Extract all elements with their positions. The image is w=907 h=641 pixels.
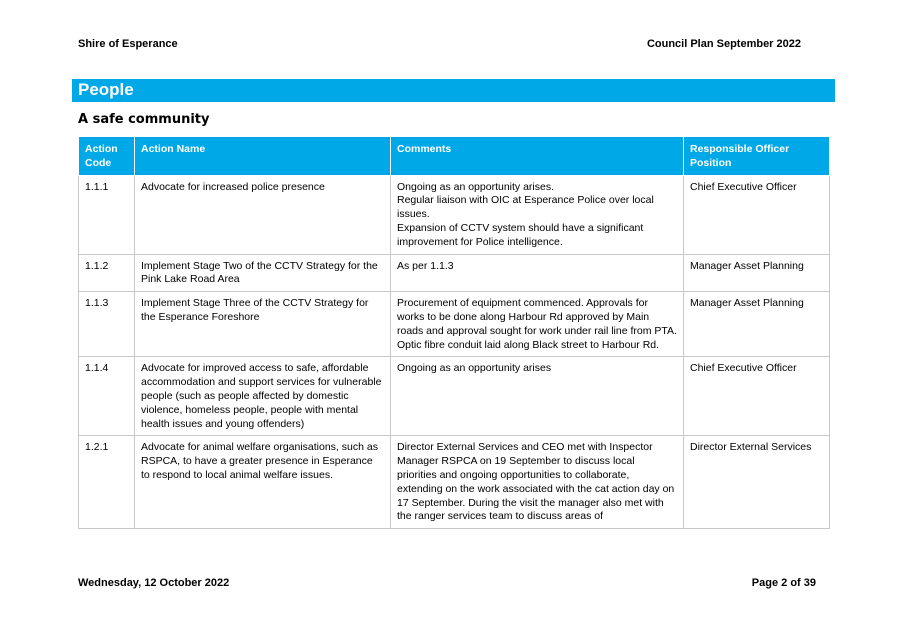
action-table-container xyxy=(78,136,830,544)
cell-name: Advocate for increased police presence xyxy=(135,175,391,254)
column-header-action-code: Action Code xyxy=(79,137,135,176)
cell-comments: Procurement of equipment commenced. Approvals for works to be done along Harbour Rd approved by Main roads and approval sought for work under rail line from PTA. Optic fibre conduit laid along Black street to Harbour Rd. xyxy=(391,292,684,357)
section-title: People xyxy=(78,80,134,99)
cell-code: 1.1.2 xyxy=(79,254,135,292)
column-header-responsible-officer: Responsible Officer Position xyxy=(684,137,830,176)
cell-name: Implement Stage Two of the CCTV Strategy for the Pink Lake Road Area xyxy=(135,254,391,292)
header-organisation: Shire of Esperance xyxy=(78,38,178,50)
cell-comments: As per 1.1.3 xyxy=(391,254,684,292)
cell-officer: Manager Asset Planning xyxy=(684,292,830,357)
cell-officer: Chief Executive Officer xyxy=(684,357,830,436)
section-banner xyxy=(72,79,835,102)
table-header-row xyxy=(79,137,830,176)
table-row xyxy=(79,436,830,529)
footer-date: Wednesday, 12 October 2022 xyxy=(78,577,230,589)
table-row xyxy=(79,292,830,357)
cell-officer: Manager Asset Planning xyxy=(684,254,830,292)
footer-page-number: Page 2 of 39 xyxy=(751,577,816,589)
column-header-comments: Comments xyxy=(391,137,684,176)
cell-officer: Director External Services xyxy=(684,436,830,529)
cell-name: Advocate for animal welfare organisations, such as RSPCA, to have a greater presence in Esperance to respond to local animal welfare issues. xyxy=(135,436,391,529)
header-document-title: Council Plan September 2022 xyxy=(646,38,801,50)
cell-code: 1.1.3 xyxy=(79,292,135,357)
cell-comments: Ongoing as an opportunity arises. Regular liaison with OIC at Esperance Police over local issues. Expansion of CCTV system should have a significant improvement for Police intelligence. xyxy=(391,175,684,254)
column-header-action-name: Action Name xyxy=(135,137,391,176)
cell-comments: Director External Services and CEO met with Inspector Manager RSPCA on 19 September to discuss local priorities and ongoing opportunities to collaborate, extending on the work associated with the cat action day on 17 September. During the visit the manager also met with the ranger services team to discuss areas of xyxy=(391,436,684,529)
cell-comments: Ongoing as an opportunity arises xyxy=(391,357,684,436)
cell-name: Advocate for improved access to safe, affordable accommodation and support services for vulnerable people (such as people affected by domestic violence, homeless people, people with mental health issues and young offenders) xyxy=(135,357,391,436)
action-table xyxy=(78,136,830,529)
cell-code: 1.2.1 xyxy=(79,436,135,529)
cell-code: 1.1.4 xyxy=(79,357,135,436)
table-row xyxy=(79,254,830,292)
section-subtitle: A safe community xyxy=(78,112,210,127)
table-row xyxy=(79,175,830,254)
cell-officer: Chief Executive Officer xyxy=(684,175,830,254)
cell-name: Implement Stage Three of the CCTV Strategy for the Esperance Foreshore xyxy=(135,292,391,357)
table-row xyxy=(79,357,830,436)
cell-code: 1.1.1 xyxy=(79,175,135,254)
